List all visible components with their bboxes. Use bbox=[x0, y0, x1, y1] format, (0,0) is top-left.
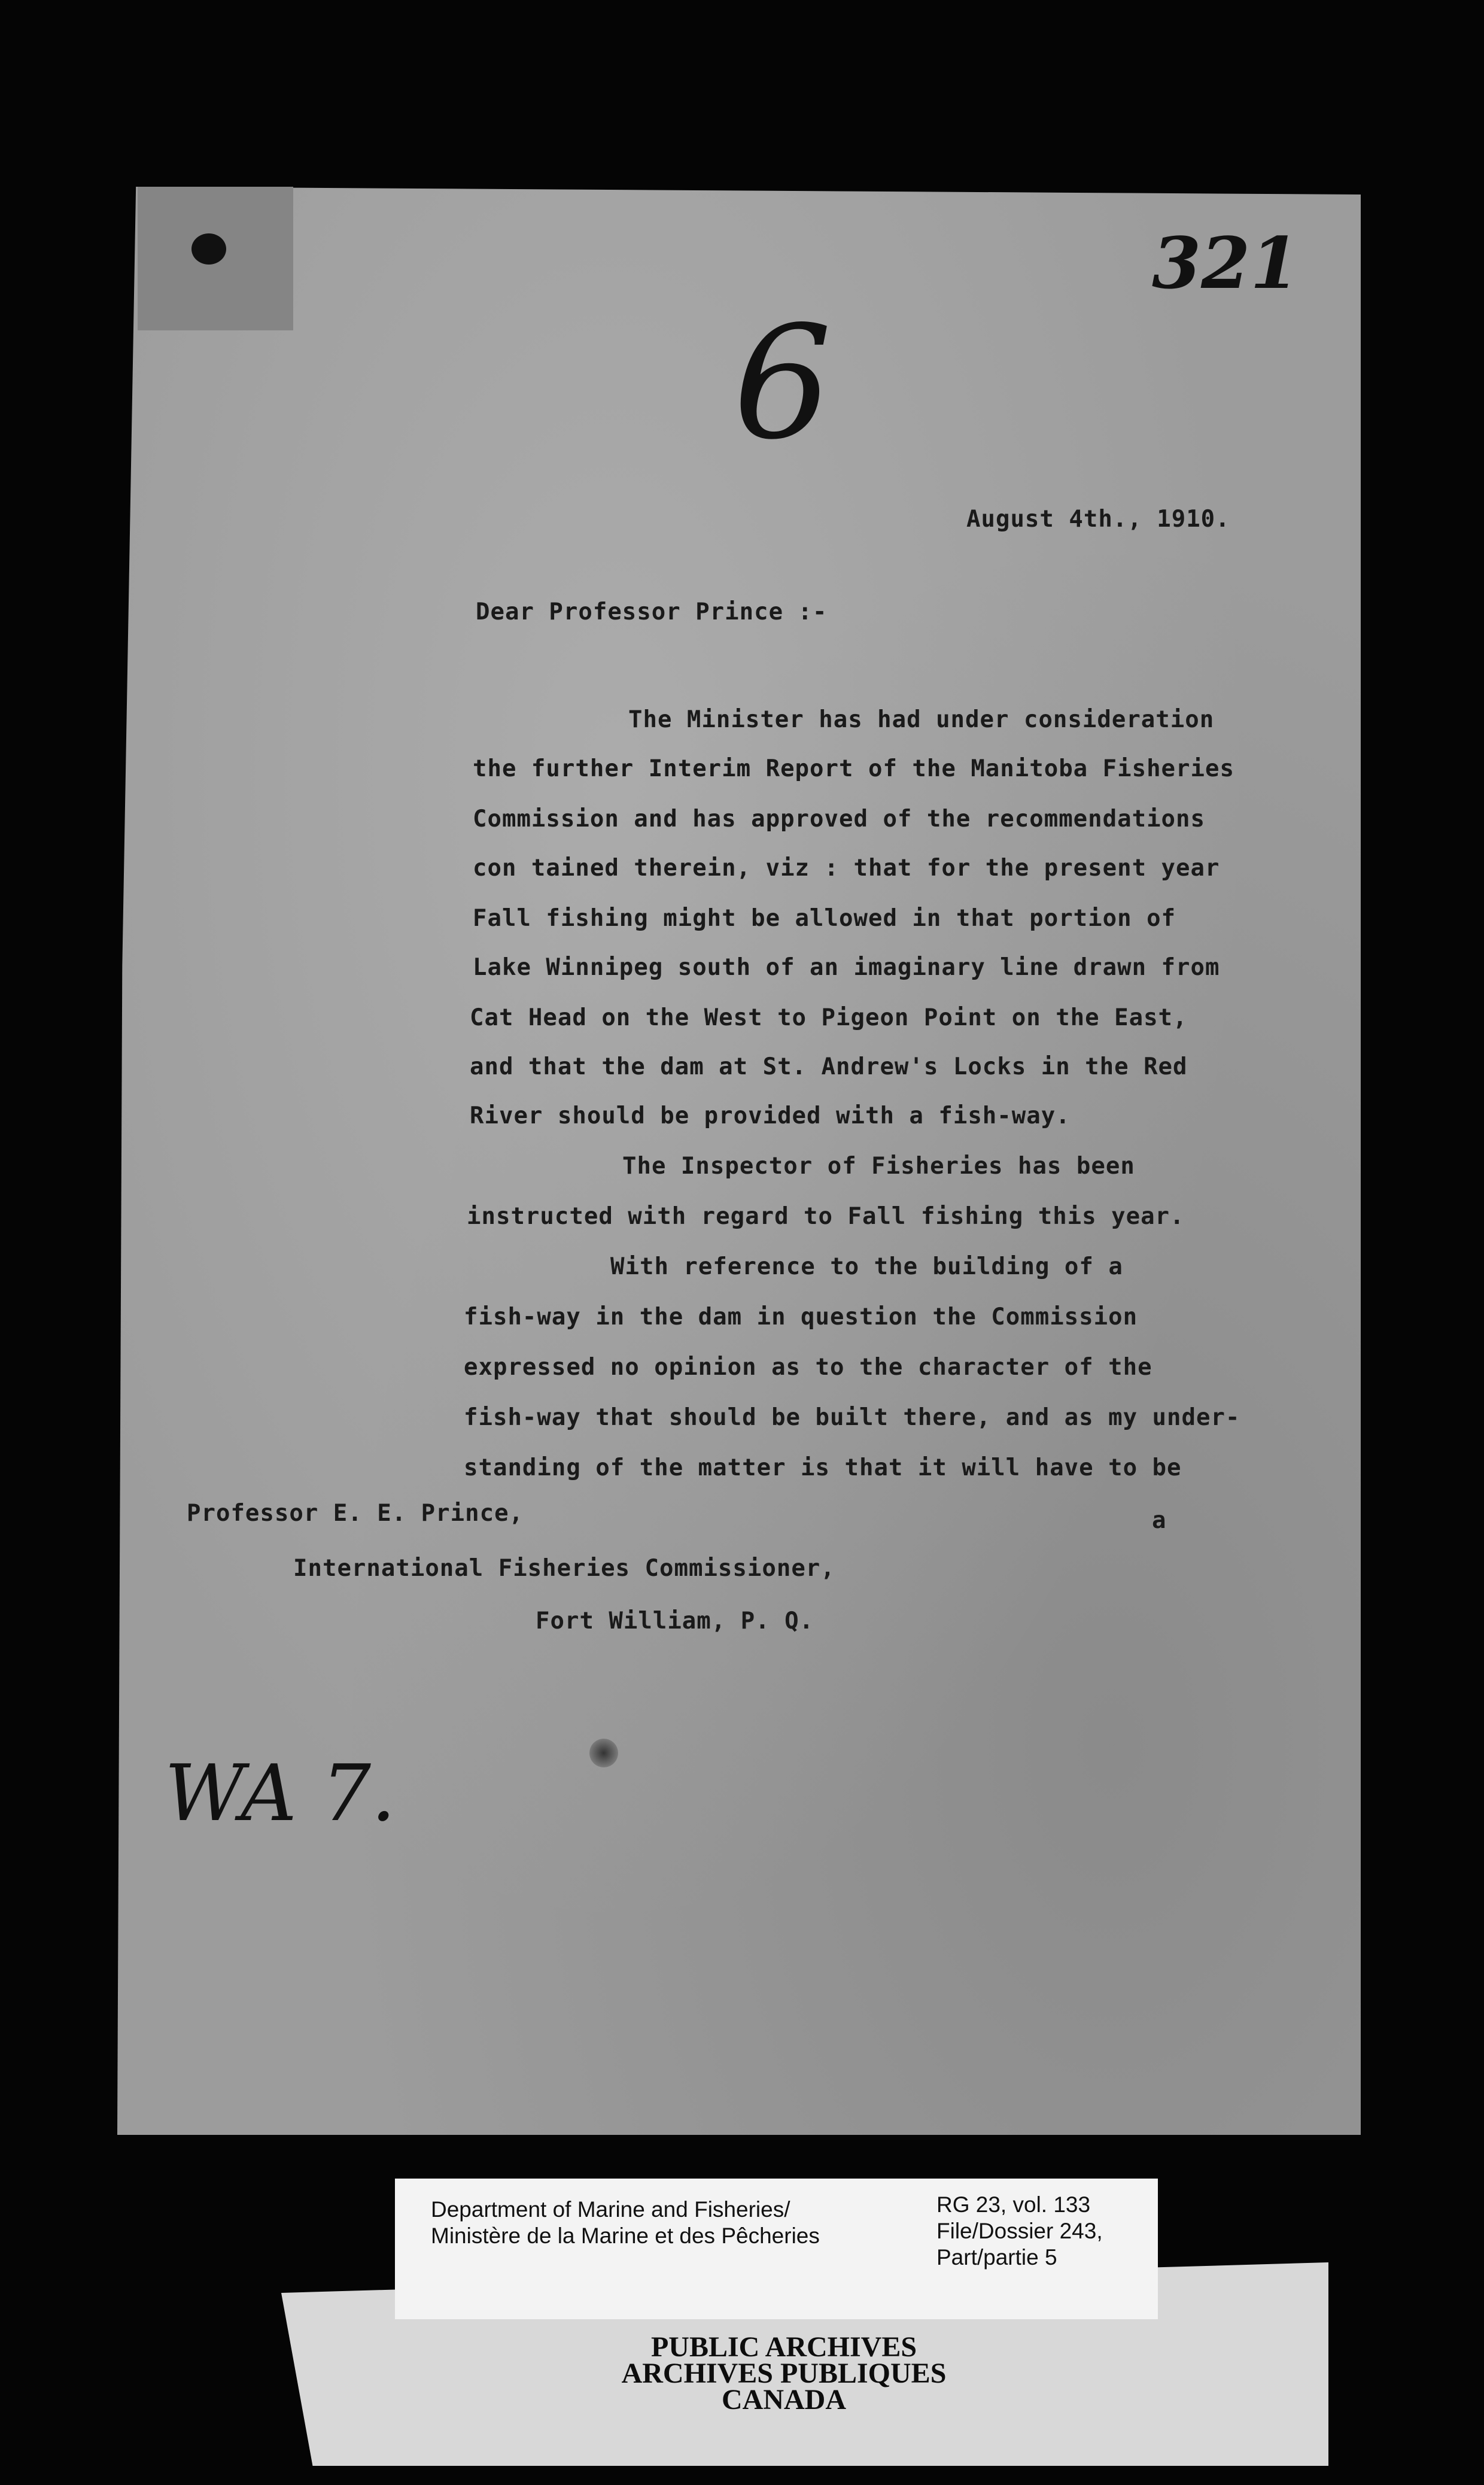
stamp-line: PUBLIC ARCHIVES bbox=[650, 2331, 917, 2363]
ref-line: Part/partie 5 bbox=[936, 2245, 1057, 2270]
body-line: Fall fishing might be allowed in that portion of bbox=[473, 905, 1176, 932]
body-line: expressed no opinion as to the character of the bbox=[464, 1354, 1152, 1381]
ref-line: File/Dossier 243, bbox=[936, 2219, 1103, 2243]
body-line: standing of the matter is that it will have to be bbox=[464, 1454, 1182, 1481]
department-en: Department of Marine and Fisheries/ bbox=[431, 2197, 790, 2222]
body-line: fish-way that should be built there, and as my under- bbox=[464, 1404, 1240, 1431]
body-line: With reference to the building of a bbox=[610, 1253, 1123, 1280]
archive-label-department bbox=[431, 2197, 820, 2249]
page-number: 321 bbox=[1152, 221, 1300, 305]
public-archives-stamp bbox=[556, 2331, 1011, 2416]
body-line: con tained therein, viz : that for the present year bbox=[473, 855, 1220, 882]
body-line: instructed with regard to Fall fishing this year. bbox=[467, 1203, 1185, 1230]
ink-smudge bbox=[589, 1739, 618, 1767]
handwritten-initials: WA 7. bbox=[165, 1748, 396, 1839]
body-line: River should be provided with a fish-way. bbox=[470, 1102, 1071, 1129]
addressee-name: Professor E. E. Prince, bbox=[187, 1500, 524, 1527]
stamp-line: ARCHIVES PUBLIQUES bbox=[621, 2358, 947, 2389]
body-line: fish-way in the dam in question the Commission bbox=[464, 1304, 1138, 1330]
body-line: The Minister has had under consideration bbox=[628, 706, 1215, 733]
body-line: and that the dam at St. Andrew's Locks in the Red bbox=[470, 1053, 1188, 1080]
body-line: The Inspector of Fisheries has been bbox=[622, 1153, 1135, 1180]
ref-line: RG 23, vol. 133 bbox=[936, 2192, 1091, 2217]
archive-label bbox=[395, 2179, 1158, 2319]
addressee-place: Fort William, P. Q. bbox=[536, 1608, 814, 1635]
catchword: a bbox=[1152, 1507, 1167, 1534]
punch-hole bbox=[191, 233, 226, 265]
addressee-title: International Fisheries Commissioner, bbox=[293, 1555, 835, 1582]
body-line: Commission and has approved of the recommendations bbox=[473, 806, 1205, 833]
salutation: Dear Professor Prince :- bbox=[476, 599, 828, 625]
stamp-line: CANADA bbox=[722, 2384, 846, 2416]
department-fr: Ministère de la Marine et des Pêcheries bbox=[431, 2223, 820, 2248]
body-line: Lake Winnipeg south of an imaginary line drawn from bbox=[473, 954, 1220, 981]
archive-label-reference bbox=[936, 2192, 1103, 2271]
letter-date: August 4th., 1910. bbox=[966, 506, 1230, 533]
body-line: the further Interim Report of the Manitoba Fisheries bbox=[473, 755, 1234, 782]
body-line: Cat Head on the West to Pigeon Point on the East, bbox=[470, 1004, 1188, 1031]
hand-mark: 6 bbox=[733, 293, 832, 474]
